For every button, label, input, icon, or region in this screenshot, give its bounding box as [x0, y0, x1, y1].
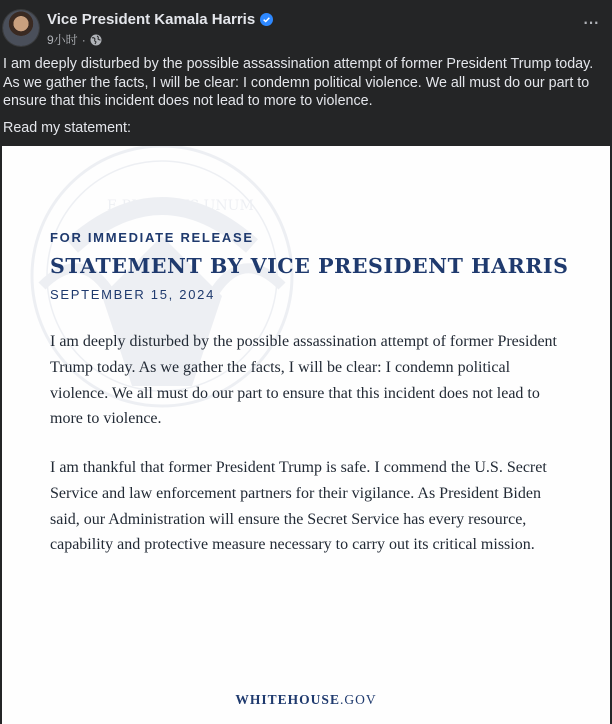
more-options-icon[interactable]: ···	[582, 9, 598, 34]
statement-image[interactable]	[2, 146, 610, 724]
post-text	[3, 55, 605, 111]
statement-title: STATEMENT BY VICE PRESIDENT HARRIS	[50, 254, 569, 278]
post-time[interactable]: 9小时	[47, 33, 78, 47]
seal-motto: E PLURIBUS UNUM	[107, 198, 254, 214]
author-name[interactable]: Vice President Kamala Harris	[47, 11, 256, 28]
footer-tld: .GOV	[339, 692, 377, 707]
post-header	[0, 0, 612, 146]
meta-separator: ·	[81, 32, 86, 47]
post-message: I am deeply disturbed by the possible assassination attempt of former President Trump today. As we gather the facts, I will be clear: I condemn political violence. We all must do our part to ensure that this incident does not lead to more to violence.	[3, 56, 594, 110]
statement-paragraph-1: I am deeply disturbed by the possible assassination attempt of former President Trump today. As we gather the facts, I will be clear: I condemn political violence. We all must do our part to ensure that this incident does not lead to more to violence.	[50, 333, 557, 428]
author-avatar[interactable]	[3, 10, 39, 46]
statement-date: SEPTEMBER 15, 2024	[50, 287, 215, 302]
footer-domain: WHITEHOUSE	[235, 692, 340, 707]
globe-icon	[90, 34, 102, 46]
whitehouse-url	[2, 692, 610, 708]
read-statement-line: Read my statement:	[3, 120, 131, 136]
release-label: FOR IMMEDIATE RELEASE	[50, 230, 254, 245]
author-row	[47, 11, 273, 28]
statement-paragraph-2: I am thankful that former President Trump is safe. I commend the U.S. Secret Service and law enforcement partners for their vigilance. As President Biden said, our Administration will ensure the Secret Service has every resource, capability and protective measure necessary to carry out its critical mission.	[50, 459, 547, 554]
verified-badge-icon	[260, 13, 273, 26]
post-meta	[47, 31, 102, 48]
